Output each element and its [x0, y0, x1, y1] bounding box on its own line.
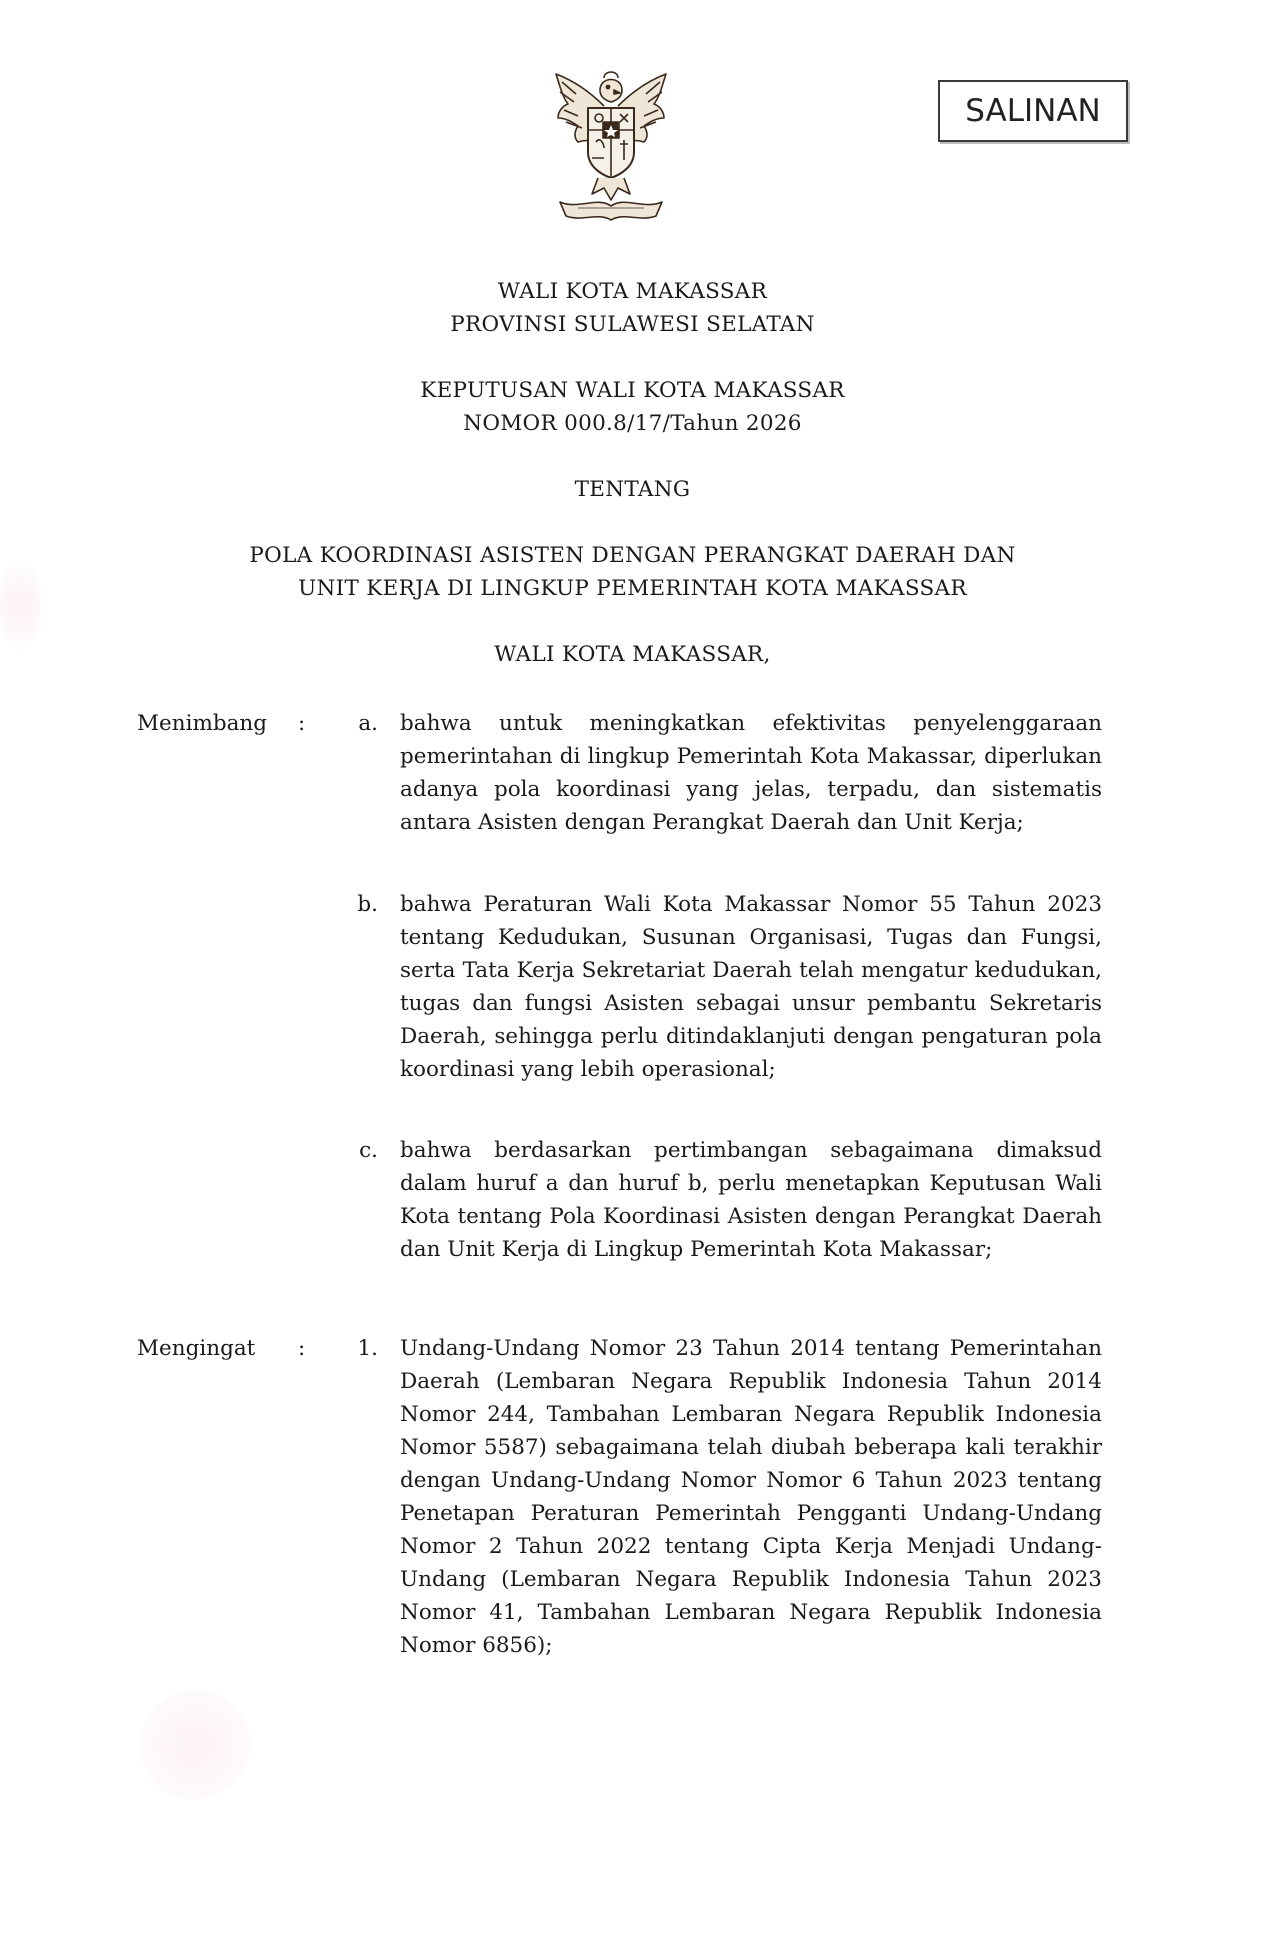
- signatory-heading: WALI KOTA MAKASSAR,: [494, 642, 771, 667]
- item-text: Undang-Undang Nomor 23 Tahun 2014 tentang Pemerintahan Daerah (Lembaran Negara Republik Indonesia Tahun 2014 Nomor 244, Tambahan Lembaran Negara Republik Indonesia Nomor 5587) sebagaimana telah diubah beberapa kali terakhir dengan Undang-Undang Nomor Nomor 6 Tahun 2023 tentang Penetapan Peraturan Pemerintah Pengganti Undang-Undang Nomor 2 Tahun 2022 tentang Cipta Kerja Menjadi Undang-Undang (Lembaran Negara Republik Indonesia Tahun 2023 Nomor 41, Tambahan Lembaran Negara Republik Indonesia Nomor 6856);: [400, 1336, 1102, 1658]
- decree-title: KEPUTUSAN WALI KOTA MAKASSAR: [420, 378, 845, 403]
- item-text: bahwa Peraturan Wali Kota Makassar Nomor 55 Tahun 2023 tentang Kedudukan, Susunan Organisasi, Tugas dan Fungsi, serta Tata Kerja Sekretariat Daerah telah mengatur kedudukan, tugas dan fungsi Asisten sebagai unsur pembantu Sekretaris Daerah, sehingga perlu ditindaklanjuti dengan pengaturan pola koordinasi yang lebih operasional;: [400, 892, 1102, 1082]
- section-label: Menimbang: [137, 711, 268, 736]
- item-marker: 1.: [357, 1336, 378, 1361]
- authority-line2: PROVINSI SULAWESI SELATAN: [450, 312, 815, 337]
- item-text: bahwa untuk meningkatkan efektivitas penyelenggaraan pemerintahan di lingkup Pemerintah Kota Makassar, diperlukan adanya pola koordinasi yang jelas, terpadu, dan sistematis antara Asisten dengan Perangkat Daerah dan Unit Kerja;: [400, 711, 1102, 835]
- item-marker: c.: [359, 1138, 378, 1163]
- section-label: Mengingat: [137, 1336, 256, 1361]
- section-colon: :: [298, 711, 306, 736]
- garuda-emblem-icon: [548, 60, 674, 224]
- authority-line1: WALI KOTA MAKASSAR: [497, 279, 768, 304]
- item-marker: a.: [358, 711, 378, 736]
- item-text: bahwa berdasarkan pertimbangan sebagaimana dimaksud dalam huruf a dan huruf b, perlu menetapkan Keputusan Wali Kota tentang Pola Koordinasi Asisten dengan Perangkat Daerah dan Unit Kerja di Lingkup Pemerintah Kota Makassar;: [400, 1138, 1102, 1262]
- item-marker: b.: [357, 892, 378, 917]
- subject-line1: POLA KOORDINASI ASISTEN DENGAN PERANGKAT DAERAH DAN: [249, 543, 1016, 568]
- decree-number: NOMOR 000.8/17/Tahun 2026: [463, 411, 802, 436]
- about-heading: TENTANG: [574, 477, 691, 502]
- subject-line2: UNIT KERJA DI LINGKUP PEMERINTAH KOTA MAKASSAR: [298, 576, 967, 601]
- salinan-stamp: SALINAN: [938, 80, 1128, 142]
- scan-smudge: [140, 1690, 250, 1800]
- section-colon: :: [298, 1336, 306, 1361]
